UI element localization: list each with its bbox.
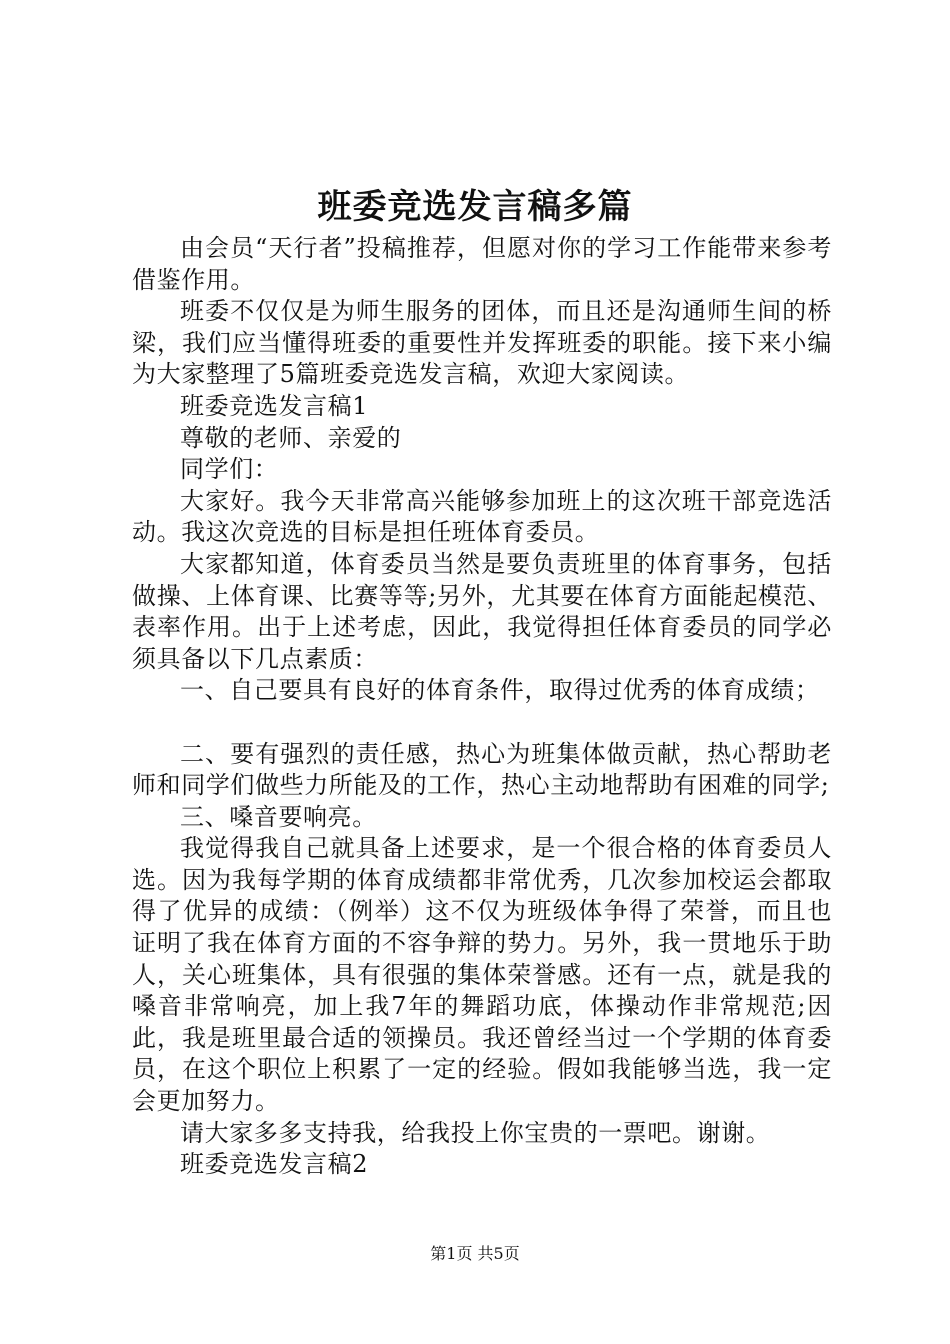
paragraph-overview: 班委不仅仅是为师生服务的团体，而且还是沟通师生间的桥梁，我们应当懂得班委的重要性并发挥班委的职能。接下来小编为大家整理了5篇班委竞选发言稿，欢迎大家阅读。 — [132, 297, 832, 389]
section-heading-2: 班委竞选发言稿2 — [180, 1150, 369, 1179]
page-footer: 第1页 共5页 — [430, 1244, 520, 1263]
paragraph: 大家好。我今天非常高兴能够参加班上的这次班干部竞选活动。我这次竞选的目标是担任班体育委员。 — [132, 486, 832, 547]
paragraph: 大家都知道，体育委员当然是要负责班里的体育事务，包括做操、上体育课、比赛等等;另外，尤其要在体育方面能起模范、表率作用。出于上述考虑，因此，我觉得担任体育委员的同学必须具备以下几点素质： — [132, 549, 832, 673]
section-heading-1: 班委竞选发言稿1 — [180, 391, 369, 420]
document-body — [132, 233, 832, 1181]
salutation-line: 尊敬的老师、亲爱的 — [180, 423, 402, 452]
blank-line — [132, 707, 832, 739]
salutation-line: 同学们： — [180, 455, 279, 484]
paragraph-intro: 由会员“天行者”投稿推荐，但愿对你的学习工作能带来参考借鉴作用。 — [132, 234, 832, 294]
paragraph: 我觉得我自己就具备上述要求，是一个很合格的体育委员人选。因为我每学期的体育成绩都非常优秀，几次参加校运会都取得了优异的成绩：（例举）这不仅为班级体争得了荣誉，而且也证明了我在体育方面的不容争辩的势力。另外，我一贯地乐于助人，关心班集体，具有很强的集体荣誉感。还有一点，就是我的嗓音非常响亮，加上我7年的舞蹈功底，体操动作非常规范;因此，我是班里最合适的领操员。我还曾经当过一个学期的体育委员，在这个职位上积累了一定的经验。假如我能够当选，我一定会更加努力。 — [132, 834, 832, 1116]
list-item-3: 三、嗓音要响亮。 — [180, 802, 377, 831]
paragraph-closing: 请大家多多支持我，给我投上你宝贵的一票吧。谢谢。 — [180, 1118, 771, 1147]
list-item-1: 一、自己要具有良好的体育条件，取得过优秀的体育成绩； — [180, 676, 820, 705]
document-title: 班委竞选发言稿多篇 — [317, 187, 633, 227]
list-item-2: 二、要有强烈的责任感，热心为班集体做贡献，热心帮助老师和同学们做些力所能及的工作，热心主动地帮助有困难的同学; — [132, 739, 832, 800]
